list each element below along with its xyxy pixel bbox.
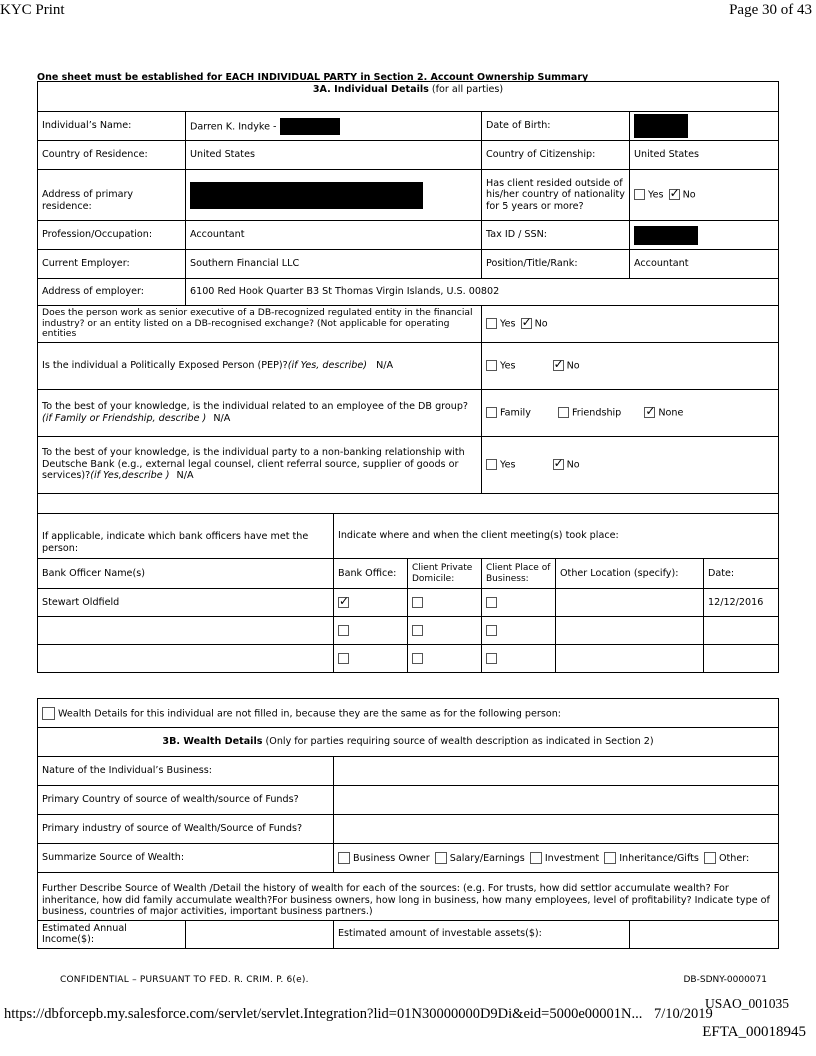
private-cell xyxy=(408,645,482,673)
meeting-date xyxy=(704,645,779,673)
pep-question-cell xyxy=(38,342,482,389)
officers-met-label: If applicable, indicate which bank officers have met the person: xyxy=(38,514,334,559)
redaction-box xyxy=(634,114,688,138)
pep-no-label: No xyxy=(566,360,580,372)
officer-name xyxy=(38,645,334,673)
name-label: Individual’s Name: xyxy=(38,112,186,141)
assets-value[interactable] xyxy=(630,920,779,948)
name-value: Darren K. Indyke - xyxy=(190,121,277,132)
related-answer-cell xyxy=(482,389,779,436)
citizenship-value: United States xyxy=(630,141,779,170)
table-row xyxy=(38,645,779,673)
wealth-industry-value[interactable] xyxy=(334,815,779,844)
inheritance-label: Inheritance/Gifts xyxy=(619,852,699,864)
page-number: Page 30 of 43 xyxy=(729,2,812,18)
other-location xyxy=(556,645,704,673)
nonbank-no-checkbox[interactable] xyxy=(553,459,564,470)
meeting-table xyxy=(37,513,779,673)
taxid-cell xyxy=(630,221,779,250)
none-label: None xyxy=(658,407,684,419)
print-date: 7/10/2019 xyxy=(654,1006,713,1022)
assets-label: Estimated amount of investable assets($): xyxy=(334,920,630,948)
inheritance-checkbox[interactable] xyxy=(604,852,616,864)
section-3a-title-suffix: (for all parties) xyxy=(431,84,504,95)
bank-office-cell xyxy=(334,589,408,617)
position-label: Position/Title/Rank: xyxy=(482,250,630,279)
resided-no-checkbox[interactable] xyxy=(669,189,680,200)
private-domicile-checkbox[interactable] xyxy=(412,653,423,664)
redaction-box xyxy=(190,182,423,209)
nonbank-no-label: No xyxy=(566,459,580,471)
nonbank-answer-cell xyxy=(482,436,779,493)
position-value: Accountant xyxy=(630,250,779,279)
none-checkbox[interactable] xyxy=(644,407,655,418)
pep-no-checkbox[interactable] xyxy=(553,360,564,371)
section-3b-title-cell xyxy=(38,728,779,757)
section-3b-title: 3B. Wealth Details xyxy=(162,736,263,748)
income-value[interactable] xyxy=(186,920,334,948)
section-3b-title-suffix: (Only for parties requiring source of wealth description as indicated in Section 2) xyxy=(265,736,654,748)
resided-yes-checkbox[interactable] xyxy=(634,189,645,200)
private-cell xyxy=(408,617,482,645)
nonbank-answer: N/A xyxy=(176,470,194,482)
further-describe-text: Further Describe Source of Wealth /Detail the history of wealth for each of the sources: (e.g. For trusts, how did settlor accumulate wealth? For inheritance, how did family accumulate wealth?For business owners, how long in business, how many employees, level of profitability? Indicate type of business, countries of major activities, important business partners.) xyxy=(38,873,779,921)
address-label: Address of primary residence: xyxy=(38,170,186,221)
resided-no-label: No xyxy=(682,189,696,201)
officer-name xyxy=(38,617,334,645)
senior-exec-answer xyxy=(482,306,779,343)
employer-label: Current Employer: xyxy=(38,250,186,279)
col-bank-office-header: Bank Office: xyxy=(334,559,408,589)
print-header-title: KYC Print xyxy=(0,2,65,18)
meeting-date xyxy=(704,617,779,645)
meeting-date: 12/12/2016 xyxy=(704,589,779,617)
bank-office-cell xyxy=(334,645,408,673)
resided-yes-label: Yes xyxy=(648,189,664,201)
usao-number: USAO_001035 xyxy=(705,996,790,1011)
resided-answer xyxy=(630,170,779,221)
bank-office-cell xyxy=(334,617,408,645)
investment-checkbox[interactable] xyxy=(530,852,542,864)
profession-label: Profession/Occupation: xyxy=(38,221,186,250)
senior-exec-yes-label: Yes xyxy=(500,318,516,330)
wealth-industry-label: Primary industry of source of Wealth/Source of Funds? xyxy=(38,815,334,844)
summarize-label: Summarize Source of Wealth: xyxy=(38,844,334,873)
senior-exec-no-checkbox[interactable] xyxy=(521,318,532,329)
residence-value: United States xyxy=(186,141,482,170)
pep-yes-checkbox[interactable] xyxy=(486,360,497,371)
profession-value: Accountant xyxy=(186,221,482,250)
place-of-business-checkbox[interactable] xyxy=(486,653,497,664)
friendship-checkbox[interactable] xyxy=(558,407,569,418)
individual-details-table xyxy=(37,81,779,524)
source-url: https://dbforcepb.my.salesforce.com/servlet/servlet.Integration?lid=01N30000000D9Di&eid=5000e00001N... xyxy=(4,1006,643,1022)
pep-question-hint: (if Yes, describe) xyxy=(287,359,367,371)
private-domicile-checkbox[interactable] xyxy=(412,625,423,636)
nonbank-yes-checkbox[interactable] xyxy=(486,459,497,470)
nature-label: Nature of the Individual’s Business: xyxy=(38,757,334,786)
related-question-hint: (if Family or Friendship, describe ) xyxy=(42,412,207,424)
pep-yes-label: Yes xyxy=(500,360,516,372)
residence-label: Country of Residence: xyxy=(38,141,186,170)
section-3a-title: 3A. Individual Details xyxy=(312,84,429,95)
friendship-label: Friendship xyxy=(571,407,622,419)
nature-value[interactable] xyxy=(334,757,779,786)
taxid-label: Tax ID / SSN: xyxy=(482,221,630,250)
efta-number: EFTA_00018945 xyxy=(702,1024,806,1040)
business-cell xyxy=(482,617,556,645)
employer-address-value: 6100 Red Hook Quarter B3 St Thomas Virgin Islands, U.S. 00802 xyxy=(186,279,779,306)
redaction-box xyxy=(280,118,340,135)
nonbank-question: To the best of your knowledge, is the individual party to a non-banking relationship with Deutsche Bank (e.g., external legal counsel, client referral source, supplier of goods or services)? xyxy=(42,447,465,482)
bank-office-checkbox[interactable] xyxy=(338,625,349,636)
place-of-business-checkbox[interactable] xyxy=(486,625,497,636)
same-as-label: Wealth Details for this individual are not filled in, because they are the same as for the following person: xyxy=(58,708,562,719)
instruction-heading: One sheet must be established for EACH INDIVIDUAL PARTY in Section 2. Account Ownership Summary xyxy=(37,72,589,83)
pep-answer-cell xyxy=(482,342,779,389)
private-cell xyxy=(408,589,482,617)
place-of-business-checkbox[interactable] xyxy=(486,597,497,608)
wealth-country-value[interactable] xyxy=(334,786,779,815)
table-row xyxy=(38,589,779,617)
employer-value: Southern Financial LLC xyxy=(186,250,482,279)
senior-exec-yes-checkbox[interactable] xyxy=(486,318,497,329)
redaction-box xyxy=(634,226,698,245)
name-cell xyxy=(186,112,482,141)
pep-question: Is the individual a Politically Exposed Person (PEP)? xyxy=(42,359,288,371)
col-other-header: Other Location (specify): xyxy=(556,559,704,589)
related-question-cell xyxy=(38,389,482,436)
bank-office-checkbox[interactable] xyxy=(338,653,349,664)
col-business-header: Client Place of Business: xyxy=(482,559,556,589)
private-domicile-checkbox[interactable] xyxy=(412,597,423,608)
dob-label: Date of Birth: xyxy=(482,112,630,141)
bank-office-checkbox[interactable] xyxy=(338,597,349,608)
related-question: To the best of your knowledge, is the individual related to an employee of the DB group? xyxy=(42,401,469,413)
pep-answer: N/A xyxy=(376,359,394,371)
related-answer: N/A xyxy=(213,412,231,424)
business-cell xyxy=(482,645,556,673)
officer-name: Stewart Oldfield xyxy=(38,589,334,617)
same-as-cell xyxy=(38,699,779,728)
nonbank-yes-label: Yes xyxy=(500,459,516,471)
source-url-line xyxy=(4,1006,713,1023)
salary-label: Salary/Earnings xyxy=(449,852,525,864)
investment-label: Investment xyxy=(544,852,600,864)
other-checkbox[interactable] xyxy=(704,852,716,864)
resided-label: Has client resided outside of his/her country of nationality for 5 years or more? xyxy=(482,170,630,221)
meeting-where-label: Indicate where and when the client meeting(s) took place: xyxy=(334,514,779,559)
other-location xyxy=(556,617,704,645)
business-owner-label: Business Owner xyxy=(353,852,430,864)
col-private-header: Client Private Domicile: xyxy=(408,559,482,589)
wealth-details-table xyxy=(37,698,779,949)
bates-number: DB-SDNY-0000071 xyxy=(683,975,767,985)
other-location xyxy=(556,589,704,617)
col-date-header: Date: xyxy=(704,559,779,589)
summarize-options xyxy=(334,844,779,873)
citizenship-label: Country of Citizenship: xyxy=(482,141,630,170)
confidential-notice: CONFIDENTIAL – PURSUANT TO FED. R. CRIM. P. 6(e). xyxy=(60,975,309,985)
senior-exec-no-label: No xyxy=(534,318,548,330)
employer-address-label: Address of employer: xyxy=(38,279,186,306)
business-cell xyxy=(482,589,556,617)
other-label: Other: xyxy=(718,852,750,864)
nonbank-question-cell xyxy=(38,436,482,493)
income-label: Estimated Annual Income($): xyxy=(38,920,186,948)
same-as-checkbox[interactable] xyxy=(42,707,55,720)
dob-cell xyxy=(630,112,779,141)
table-row xyxy=(38,617,779,645)
salary-checkbox[interactable] xyxy=(435,852,447,864)
wealth-country-label: Primary Country of source of wealth/source of Funds? xyxy=(38,786,334,815)
address-cell xyxy=(186,170,482,221)
senior-exec-question: Does the person work as senior executive of a DB-recognized regulated entity in the financial industry? or an entity listed on a DB-recognised exchange? (Not applicable for operating entities xyxy=(38,306,482,343)
business-owner-checkbox[interactable] xyxy=(338,852,350,864)
nonbank-question-hint: (if Yes,describe ) xyxy=(90,470,170,482)
col-officer-header: Bank Officer Name(s) xyxy=(38,559,334,589)
section-3a-title-cell xyxy=(38,82,779,112)
family-label: Family xyxy=(500,407,531,419)
family-checkbox[interactable] xyxy=(486,407,497,418)
